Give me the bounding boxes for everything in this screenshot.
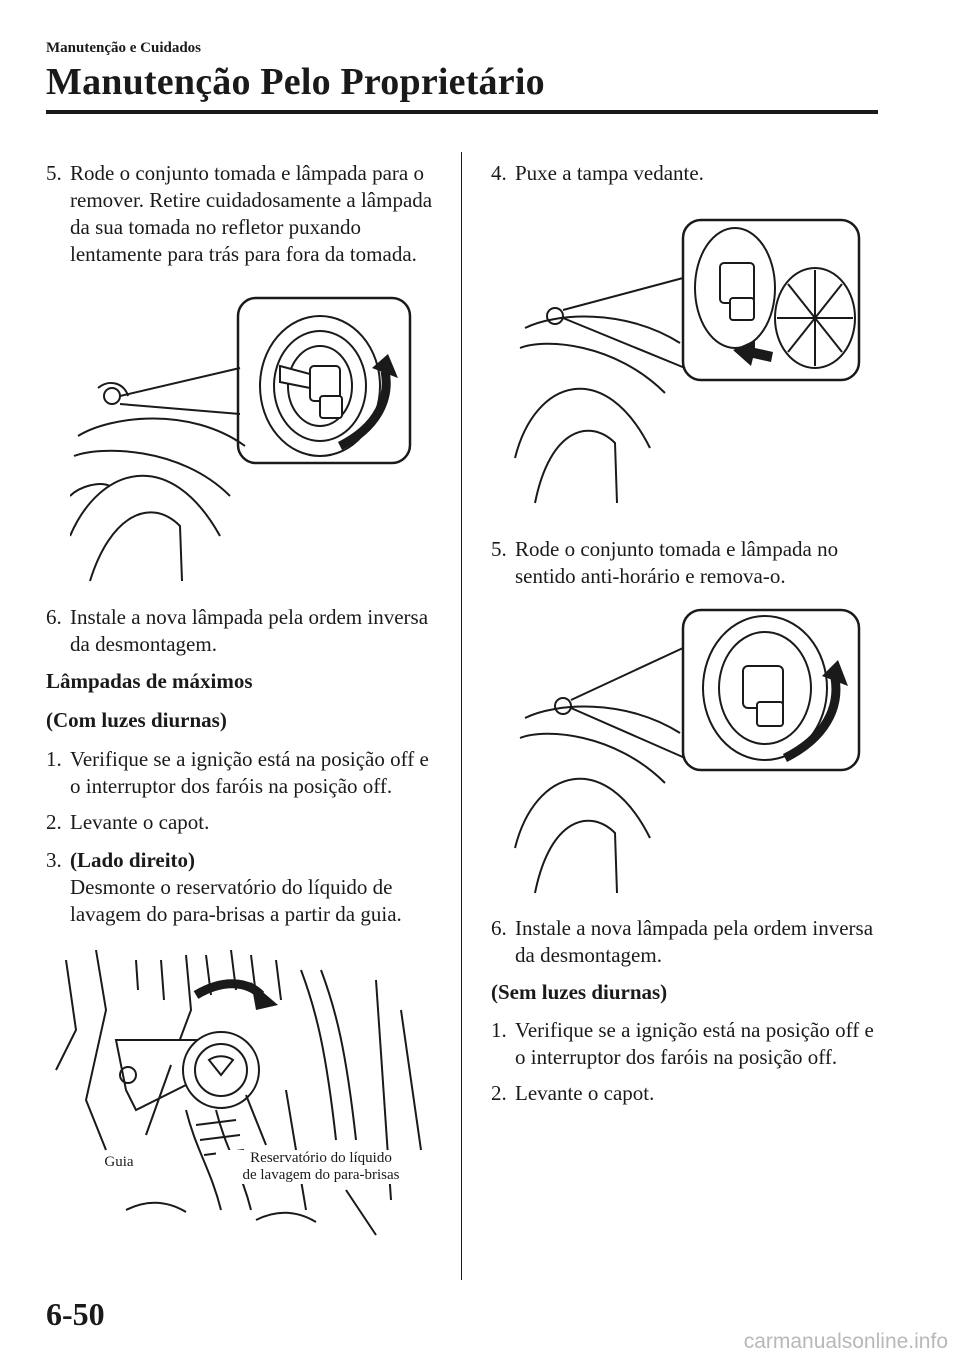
right-step-2 <box>491 1080 886 1107</box>
figure-bulb-rotate-right <box>505 608 865 898</box>
step-text: Verifique se a ignição está na posição off e o interruptor dos faróis na posição off. <box>70 747 429 798</box>
figure-seal-cap <box>505 218 865 508</box>
label-guide: Guia <box>94 1154 144 1171</box>
step-text: Levante o capot. <box>70 810 210 834</box>
left-step-2 <box>46 809 441 836</box>
heading-high-beam: Lâmpadas de máximos <box>46 669 253 693</box>
step-number: 4. <box>491 161 507 185</box>
header-rule <box>46 110 878 114</box>
step-text: Instale a nova lâmpada pela ordem inversa da desmontagem. <box>70 605 429 656</box>
right-step-5 <box>491 536 886 590</box>
figure-bulb-rotate-left <box>70 296 415 586</box>
step-number: 3. <box>46 848 62 872</box>
step-body: Desmonte o reservatório do líquido de lavagem do para-brisas a partir da guia. <box>70 875 402 926</box>
right-step-6 <box>491 915 886 969</box>
step-text: Levante o capot. <box>515 1081 655 1105</box>
left-step-1 <box>46 746 441 800</box>
watermark: carmanualsonline.info <box>743 1330 948 1353</box>
step-text: Puxe a tampa vedante. <box>515 161 704 185</box>
left-step-6 <box>46 604 441 658</box>
step-number: 1. <box>46 747 62 771</box>
label-washer-reservoir <box>216 1150 426 1184</box>
step-text: Verifique se a ignição está na posição off e o interruptor dos faróis na posição off. <box>515 1018 874 1069</box>
step-number: 2. <box>491 1081 507 1105</box>
label-line: Reservatório do líquido <box>250 1150 392 1166</box>
step-number: 2. <box>46 810 62 834</box>
step-number: 6. <box>46 605 62 629</box>
right-step-1 <box>491 1017 886 1071</box>
subheading-with-drl: (Com luzes diurnas) <box>46 708 227 732</box>
left-step-3 <box>46 847 441 928</box>
step-text <box>70 847 441 928</box>
figure-washer-reservoir <box>46 950 441 1240</box>
step-text: Instale a nova lâmpada pela ordem inversa da desmontagem. <box>515 916 874 967</box>
page-number: 6-50 <box>46 1296 105 1332</box>
step-text: Rode o conjunto tomada e lâmpada no sentido anti-horário e remova-o. <box>515 537 839 588</box>
column-divider <box>461 152 462 1280</box>
right-step-4 <box>491 160 886 187</box>
page-title: Manutenção Pelo Proprietário <box>46 61 545 103</box>
step-text: Rode o conjunto tomada e lâmpada para o remover. Retire cuidadosamente a lâmpada da sua tomada no refletor puxando lentamente para trás para fora da tomada. <box>70 161 433 266</box>
step-number: 5. <box>491 537 507 561</box>
step-number: 5. <box>46 161 62 185</box>
step-number: 1. <box>491 1018 507 1042</box>
left-step-5 <box>46 160 441 268</box>
section-title: Manutenção e Cuidados <box>46 40 202 56</box>
step-number: 6. <box>491 916 507 940</box>
subheading-without-drl: (Sem luzes diurnas) <box>491 980 668 1004</box>
label-line: de lavagem do para-brisas <box>242 1167 400 1183</box>
step-lead: (Lado direito) <box>70 848 196 872</box>
